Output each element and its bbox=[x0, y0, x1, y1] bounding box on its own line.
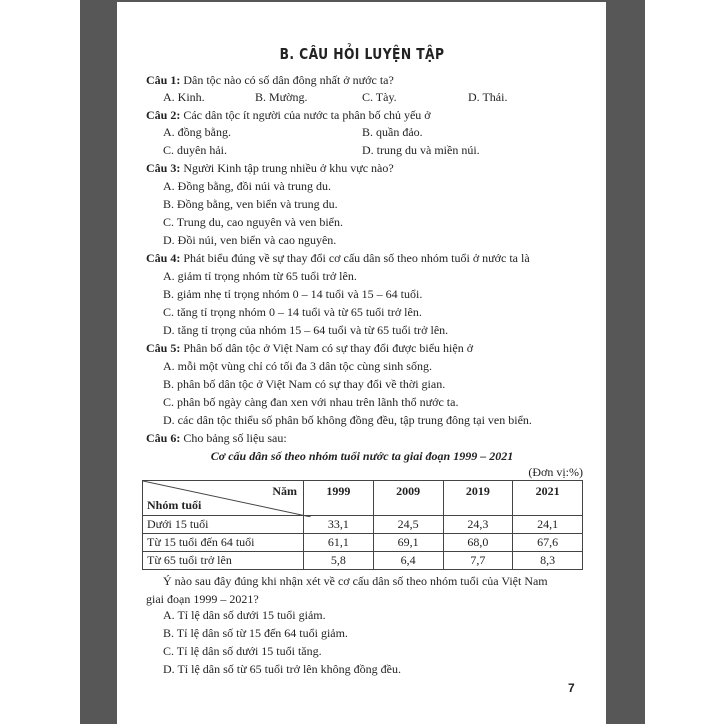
option: D. Đồi núi, ven biển và cao nguyên. bbox=[163, 233, 337, 247]
question-label: Câu 3: bbox=[146, 161, 181, 175]
age-structure-table bbox=[142, 480, 583, 570]
option: C. Trung du, cao nguyên và ven biển. bbox=[163, 215, 343, 229]
cell: 24,1 bbox=[513, 516, 583, 534]
question-label: Câu 4: bbox=[146, 251, 181, 265]
question-text: Phát biểu đúng về sự thay đổi cơ cấu dân số theo nhóm tuổi ở nước ta là bbox=[180, 251, 530, 265]
row-label: Từ 65 tuổi trở lên bbox=[143, 552, 304, 570]
year-header: 1999 bbox=[304, 481, 374, 516]
question-text: Cho bảng số liệu sau: bbox=[180, 431, 287, 445]
cell: 24,5 bbox=[373, 516, 443, 534]
question-label: Câu 6: bbox=[146, 431, 181, 445]
cell: 7,7 bbox=[443, 552, 513, 570]
table-row bbox=[143, 534, 583, 552]
cell: 68,0 bbox=[443, 534, 513, 552]
question-label: Câu 2: bbox=[146, 108, 181, 122]
option: C. tăng tỉ trọng nhóm 0 – 14 tuổi và từ 65 tuổi trở lên. bbox=[163, 305, 422, 319]
option: B. Đồng bằng, ven biển và trung du. bbox=[163, 197, 338, 211]
question-label: Câu 5: bbox=[146, 341, 181, 355]
option: B. quần đảo. bbox=[362, 125, 423, 139]
cell: 67,6 bbox=[513, 534, 583, 552]
option: C. duyên hải. bbox=[163, 143, 227, 157]
option: D. Thái. bbox=[468, 90, 508, 104]
option: D. tăng tỉ trọng của nhóm 15 – 64 tuổi và từ 65 tuổi trở lên. bbox=[163, 323, 449, 337]
question-label: Câu 1: bbox=[146, 73, 181, 87]
option: B. giảm nhẹ tỉ trọng nhóm 0 – 14 tuổi và 15 – 64 tuổi. bbox=[163, 287, 423, 301]
option: D. các dân tộc thiểu số phân bố không đồng đều, tập trung đông tại ven biển. bbox=[163, 413, 532, 427]
question-text: Người Kinh tập trung nhiều ở khu vực nào? bbox=[180, 161, 394, 175]
option: A. Đồng bằng, đồi núi và trung du. bbox=[163, 179, 331, 193]
corner-group-label: Nhóm tuổi bbox=[147, 498, 202, 512]
option: D. Tỉ lệ dân số từ 65 tuổi trở lên không đồng đều. bbox=[163, 662, 401, 676]
option: B. Mường. bbox=[255, 90, 308, 104]
question-text: Các dân tộc ít người của nước ta phân bố chủ yếu ở bbox=[180, 108, 431, 122]
question-4 bbox=[146, 251, 530, 265]
year-header: 2009 bbox=[373, 481, 443, 516]
viewer-left-margin bbox=[80, 0, 117, 724]
question-text: Dân tộc nào có số dân đông nhất ở nước ta? bbox=[180, 73, 394, 87]
cell: 6,4 bbox=[373, 552, 443, 570]
question-6 bbox=[146, 431, 287, 445]
page-number: 7 bbox=[568, 681, 575, 695]
cell: 69,1 bbox=[373, 534, 443, 552]
row-label: Dưới 15 tuổi bbox=[143, 516, 304, 534]
cell: 33,1 bbox=[304, 516, 374, 534]
option: A. mỗi một vùng chỉ có tối đa 3 dân tộc cùng sinh sống. bbox=[163, 359, 432, 373]
cell: 5,8 bbox=[304, 552, 374, 570]
question-5 bbox=[146, 341, 473, 355]
option: B. Tỉ lệ dân số từ 15 đến 64 tuổi giảm. bbox=[163, 626, 348, 640]
cell: 8,3 bbox=[513, 552, 583, 570]
viewer-right-margin bbox=[606, 0, 645, 724]
option: A. Kinh. bbox=[163, 90, 205, 104]
question-6-prompt: Ý nào sau đây đúng khi nhận xét về cơ cấu dân số theo nhóm tuổi của Việt Nam bbox=[163, 574, 548, 588]
table-header-row bbox=[143, 481, 583, 516]
option: C. Tày. bbox=[362, 90, 397, 104]
option: D. trung du và miền núi. bbox=[362, 143, 480, 157]
question-6-prompt-cont: giai đoạn 1999 – 2021? bbox=[146, 592, 259, 606]
option: C. phân bố ngày càng đan xen với nhau trên lãnh thổ nước ta. bbox=[163, 395, 459, 409]
option: A. đồng bằng. bbox=[163, 125, 231, 139]
table-row bbox=[143, 552, 583, 570]
question-2 bbox=[146, 108, 431, 122]
cell: 24,3 bbox=[443, 516, 513, 534]
question-1 bbox=[146, 73, 394, 87]
table-caption: Cơ cấu dân số theo nhóm tuổi nước ta giai đoạn 1999 – 2021 bbox=[210, 449, 514, 463]
table-row bbox=[143, 516, 583, 534]
question-text: Phân bố dân tộc ở Việt Nam có sự thay đổi được biểu hiện ở bbox=[180, 341, 474, 355]
corner-header-cell bbox=[143, 481, 304, 516]
option: C. Tỉ lệ dân số dưới 15 tuổi tăng. bbox=[163, 644, 322, 658]
table-unit: (Đơn vị:%) bbox=[528, 465, 583, 479]
cell: 61,1 bbox=[304, 534, 374, 552]
row-label: Từ 15 tuổi đến 64 tuổi bbox=[143, 534, 304, 552]
option: A. giảm tỉ trọng nhóm từ 65 tuổi trở lên. bbox=[163, 269, 357, 283]
section-heading: B. CÂU HỎI LUYỆN TẬP bbox=[279, 45, 445, 63]
year-header: 2021 bbox=[513, 481, 583, 516]
option: A. Tỉ lệ dân số dưới 15 tuổi giảm. bbox=[163, 608, 326, 622]
option: B. phân bố dân tộc ở Việt Nam có sự thay đổi về thời gian. bbox=[163, 377, 446, 391]
corner-year-label: Năm bbox=[272, 484, 297, 498]
year-header: 2019 bbox=[443, 481, 513, 516]
question-3 bbox=[146, 161, 394, 175]
